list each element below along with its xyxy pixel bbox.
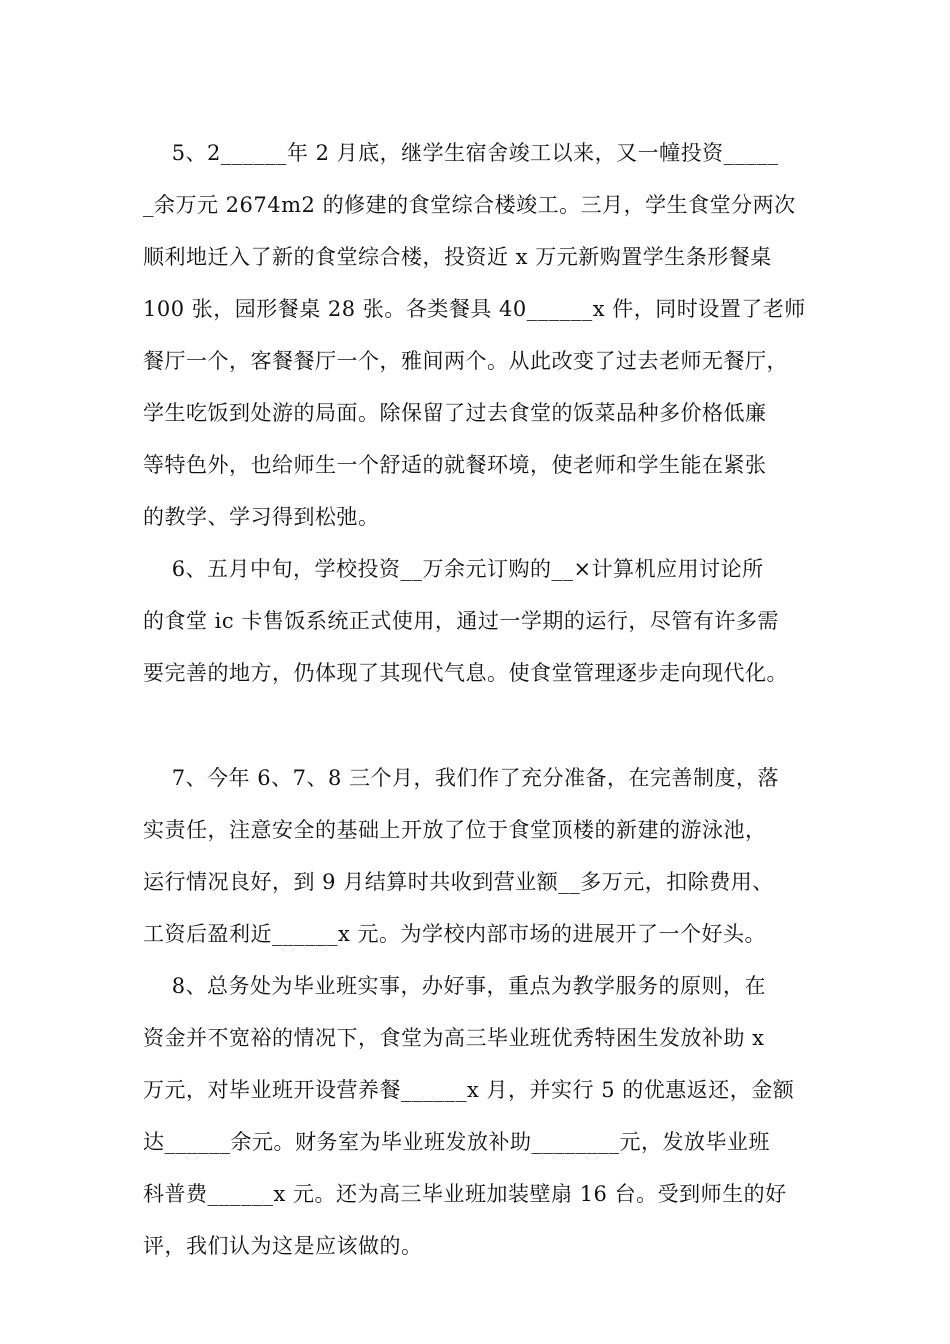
paragraph-5-line-2: _余万元 2674m2 的修建的食堂综合楼竣工。三月，学生食堂分两次 — [143, 193, 796, 217]
paragraph-7-line-2: 实责任，注意安全的基础上开放了位于食堂顶楼的新建的游泳池， — [143, 818, 767, 842]
paragraph-5-line-4: 100 张，园形餐桌 28 张。各类餐具 40______x 件，同时设置了老师 — [143, 297, 806, 321]
paragraph-5-line-5: 餐厅一个，客餐餐厅一个，雅间两个。从此改变了过去老师无餐厅， — [143, 349, 788, 373]
paragraph-7-line-4: 工资后盈利近______x 元。为学校内部市场的进展开了一个好头。 — [143, 922, 767, 946]
paragraph-7-line-3: 运行情况良好，到 9 月结算时共收到营业额__多万元，扣除费用、 — [143, 870, 774, 894]
paragraph-5-line-8: 的教学、学习得到松弛。 — [143, 505, 380, 529]
paragraph-6-line-1: 6、五月中旬，学校投资__万余元订购的__×计算机应用讨论所 — [143, 557, 764, 581]
paragraph-8-line-3: 万元，对毕业班开设营养餐______x 月，并实行 5 的优惠返还，金额 — [143, 1078, 795, 1102]
paragraph-7-line-1: 7、今年 6、7、8 三个月，我们作了充分准备，在完善制度，落 — [143, 766, 779, 790]
paragraph-8-line-5: 科普费______x 元。还为高三毕业班加装壁扇 16 台。受到师生的好 — [143, 1182, 787, 1206]
paragraph-6-line-3: 要完善的地方，仍体现了其现代气息。使食堂管理逐步走向现代化。 — [143, 661, 788, 685]
paragraph-6-line-2: 的食堂 ic 卡售饭系统正式使用，通过一学期的运行，尽管有许多需 — [143, 609, 779, 633]
paragraph-8-line-6: 评，我们认为这是应该做的。 — [143, 1234, 423, 1258]
paragraph-5-line-6: 学生吃饭到处游的局面。除保留了过去食堂的饭菜品种多价格低廉 — [143, 401, 767, 425]
paragraph-5-line-7: 等特色外，也给师生一个舒适的就餐环境，使老师和学生能在紧张 — [143, 453, 767, 477]
paragraph-8-line-1: 8、总务处为毕业班实事，办好事，重点为教学服务的原则，在 — [143, 974, 767, 998]
paragraph-5-line-3: 顺利地迁入了新的食堂综合楼，投资近 x 万元新购置学生条形餐桌 — [143, 245, 772, 269]
paragraph-8-line-4: 达______余元。财务室为毕业班发放补助________元，发放毕业班 — [143, 1130, 770, 1154]
paragraph-5-line-1: 5、2______年 2 月底，继学生宿舍竣工以来，又一幢投资_____ — [143, 141, 779, 165]
paragraph-8-line-2: 资金并不宽裕的情况下，食堂为高三毕业班优秀特困生发放补助 x — [143, 1026, 765, 1050]
